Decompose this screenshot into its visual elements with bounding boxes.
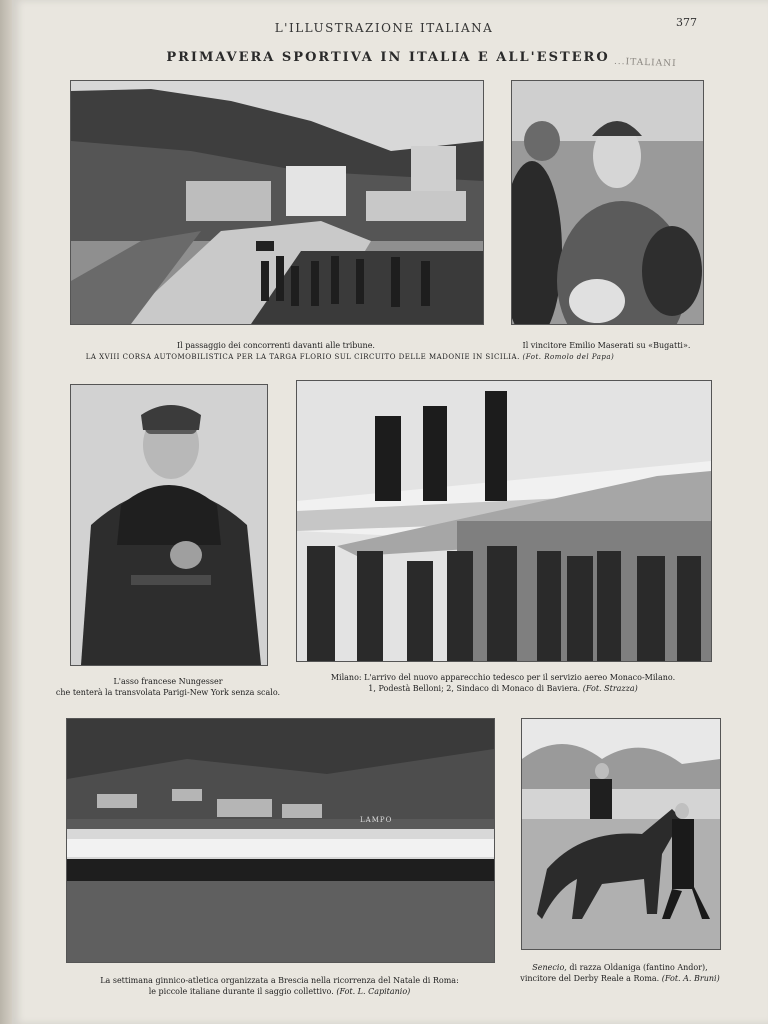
caption-derby-name: Senecio, bbox=[532, 963, 567, 972]
caption-brescia bbox=[66, 975, 493, 997]
caption-nungesser bbox=[40, 676, 296, 698]
caption-brescia-credit: (Fot. L. Capitanio) bbox=[336, 987, 411, 996]
caption-milano-line2-wrap bbox=[296, 683, 710, 694]
wall-sign: LAMPO bbox=[360, 816, 393, 824]
library-stamp: ...ITALIANI bbox=[613, 56, 677, 70]
winner-portrait-photo bbox=[511, 80, 704, 325]
caption-derby-line2-wrap bbox=[510, 973, 730, 984]
caption-targa-florio-credit: (Fot. Romolo del Papa) bbox=[522, 353, 615, 361]
masthead: L'ILLUSTRAZIONE ITALIANA bbox=[274, 21, 494, 35]
page-headline: PRIMAVERA SPORTIVA IN ITALIA E ALL'ESTERO bbox=[166, 50, 610, 65]
caption-milano-line1: Milano: L'arrivo del nuovo apparecchio tedesco per il servizio aereo Monaco-Milano. bbox=[330, 673, 676, 682]
caption-derby-line2: vincitore del Derby Reale a Roma. bbox=[520, 974, 660, 983]
caption-nungesser-line2: che tenterà la transvolata Parigi-New York senza scalo. bbox=[55, 688, 281, 697]
race-track-photo bbox=[70, 80, 484, 325]
caption-nungesser-line1: L'asso francese Nungesser bbox=[113, 677, 223, 686]
caption-derby-line1: di razza Oldaniga (fantino Andor), bbox=[569, 963, 708, 972]
nungesser-portrait-photo bbox=[70, 384, 268, 666]
caption-brescia-line2-wrap bbox=[66, 986, 493, 997]
caption-milano bbox=[296, 672, 710, 694]
caption-derby-credit: (Fot. A. Bruni) bbox=[661, 974, 720, 983]
page-binding bbox=[0, 0, 12, 1024]
caption-derby-line1-wrap bbox=[510, 962, 730, 973]
caption-milano-line2: 1, Podestà Belloni; 2, Sindaco di Monaco di Baviera. bbox=[368, 684, 581, 693]
brescia-gymnastics-photo bbox=[66, 718, 495, 963]
caption-milano-credit: (Fot. Strazza) bbox=[582, 684, 638, 693]
caption-brescia-line1: La settimana ginnico-atletica organizzata a Brescia nella ricorrenza del Natale di Roma: bbox=[100, 976, 459, 985]
caption-brescia-line2: le piccole italiane durante il saggio collettivo. bbox=[148, 987, 334, 996]
caption-derby bbox=[510, 962, 730, 984]
caption-targa-florio-text: LA XVIII CORSA AUTOMOBILISTICA PER LA TARGA FLORIO SUL CIRCUITO DELLE MADONIE IN SICILIA. bbox=[85, 353, 520, 361]
derby-horse-photo bbox=[521, 718, 721, 950]
caption-race-passage: Il passaggio dei concorrenti davanti alle tribune. bbox=[177, 341, 375, 350]
page-number: 377 bbox=[676, 16, 697, 29]
milano-aircraft-photo bbox=[296, 380, 712, 662]
caption-targa-florio bbox=[70, 352, 630, 363]
caption-race-winner: Il vincitore Emilio Maserati su «Bugatti». bbox=[522, 341, 691, 350]
